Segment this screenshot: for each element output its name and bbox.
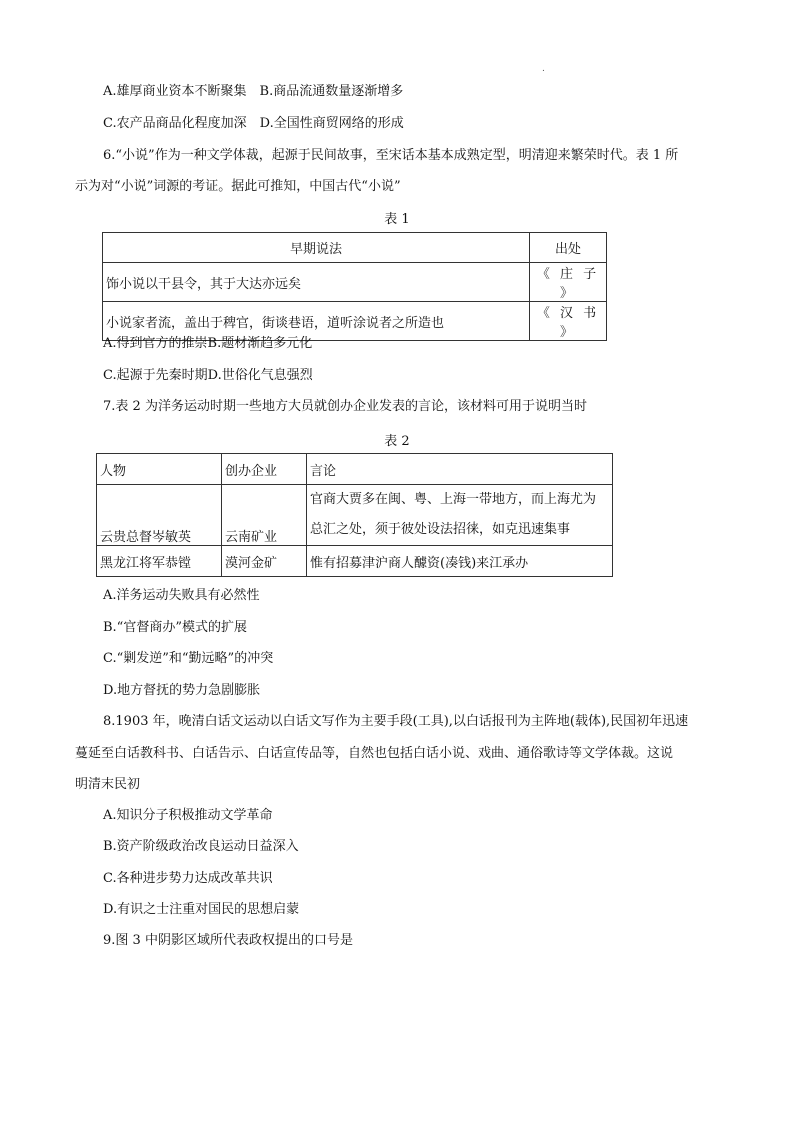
q6-options-line-1: A.得到官方的推崇B.题材渐趋多元化 <box>103 336 313 351</box>
q8-stem-line-2: 蔓延至白话教科书、白话告示、白话宣传品等，自然也包括白话小说、戏曲、通俗歌诗等文学体裁。这说 <box>75 746 674 761</box>
q8-option-a: A.知识分子积极推动文学革命 <box>103 808 273 823</box>
table-2-header-enterprise: 创办企业 <box>222 454 307 485</box>
q6-stem-line-2: 示为对“小说”词源的考证。据此可推知，中国古代“小说” <box>75 179 401 194</box>
table-row <box>97 485 613 546</box>
table-2-remarks-line-2: 总汇之处，须于彼处设法招徕，如克迅速集事 <box>310 522 571 537</box>
table-2 <box>96 453 613 577</box>
table-1-caption: 表 1 <box>384 212 410 227</box>
table-2-remarks-cell <box>307 485 613 546</box>
q8-stem-line-1: 8.1903 年，晚清白话文运动以白话文写作为主要手段(工具),以白话报刊为主阵地(载体),民国初年迅速 <box>103 714 689 729</box>
q6-stem-line-1: 6.“小说”作为一种文学体裁，起源于民间故事，至宋话本基本成熟定型，明清迎来繁荣时代。表 1 所 <box>103 148 679 163</box>
table-2-caption: 表 2 <box>384 434 410 449</box>
table-2-person-cell: 黑龙江将军恭镗 <box>97 546 222 577</box>
q6-options-line-2: C.起源于先秦时期D.世俗化气息强烈 <box>103 368 313 383</box>
table-2-header-row <box>97 454 613 485</box>
q7-stem: 7.表 2 为洋务运动时期一些地方大员就创办企业发表的言论，该材料可用于说明当时 <box>103 399 587 414</box>
q8-option-c: C.各种进步势力达成改革共识 <box>103 871 273 886</box>
table-1-statement-cell: 小说家者流，盖出于稗官，街谈巷语，道听涂说者之所造也 <box>103 302 530 341</box>
q8-stem-line-3: 明清末民初 <box>75 777 141 792</box>
table-1-header-statement: 早期说法 <box>103 233 530 263</box>
q7-option-b: B.“官督商办”模式的扩展 <box>103 620 247 635</box>
table-row <box>97 546 613 577</box>
q5-options-line-1: A.雄厚商业资本不断聚集 B.商品流通数量逐渐增多 <box>103 84 404 99</box>
table-row <box>103 263 607 302</box>
table-2-remarks-cell: 惟有招募津沪商人醵资(凑钱)来江承办 <box>307 546 613 577</box>
table-1-source-cell: 《 汉 书 》 <box>530 302 607 341</box>
table-1-header-row <box>103 233 607 263</box>
table-2-enterprise-cell: 漠河金矿 <box>222 546 307 577</box>
table-2-remarks-line-1: 官商大贾多在闽、粤、上海一带地方，而上海尤为 <box>310 492 597 507</box>
page-mark: . <box>542 64 545 74</box>
q5-options-line-2: C.农产品商品化程度加深 D.全国性商贸网络的形成 <box>103 116 404 131</box>
table-1 <box>102 232 607 341</box>
table-2-enterprise-cell: 云南矿业 <box>222 485 307 546</box>
q7-option-a: A.洋务运动失败具有必然性 <box>103 588 260 603</box>
q7-option-c: C.“剿发逆”和“勤远略”的冲突 <box>103 651 274 666</box>
q8-option-b: B.资产阶级政治改良运动日益深入 <box>103 839 299 854</box>
q9-stem: 9.图 3 中阴影区域所代表政权提出的口号是 <box>103 933 353 948</box>
table-2-header-person: 人物 <box>97 454 222 485</box>
q7-option-d: D.地方督抚的势力急剧膨胀 <box>103 683 261 698</box>
q8-option-d: D.有识之士注重对国民的思想启蒙 <box>103 902 300 917</box>
table-2-header-remarks: 言论 <box>307 454 613 485</box>
table-1-header-source: 出处 <box>530 233 607 263</box>
table-2-person-cell: 云贵总督岑敏英 <box>97 485 222 546</box>
table-1-statement-cell: 饰小说以干县令，其于大达亦远矣 <box>103 263 530 302</box>
table-1-source-cell: 《 庄 子 》 <box>530 263 607 302</box>
